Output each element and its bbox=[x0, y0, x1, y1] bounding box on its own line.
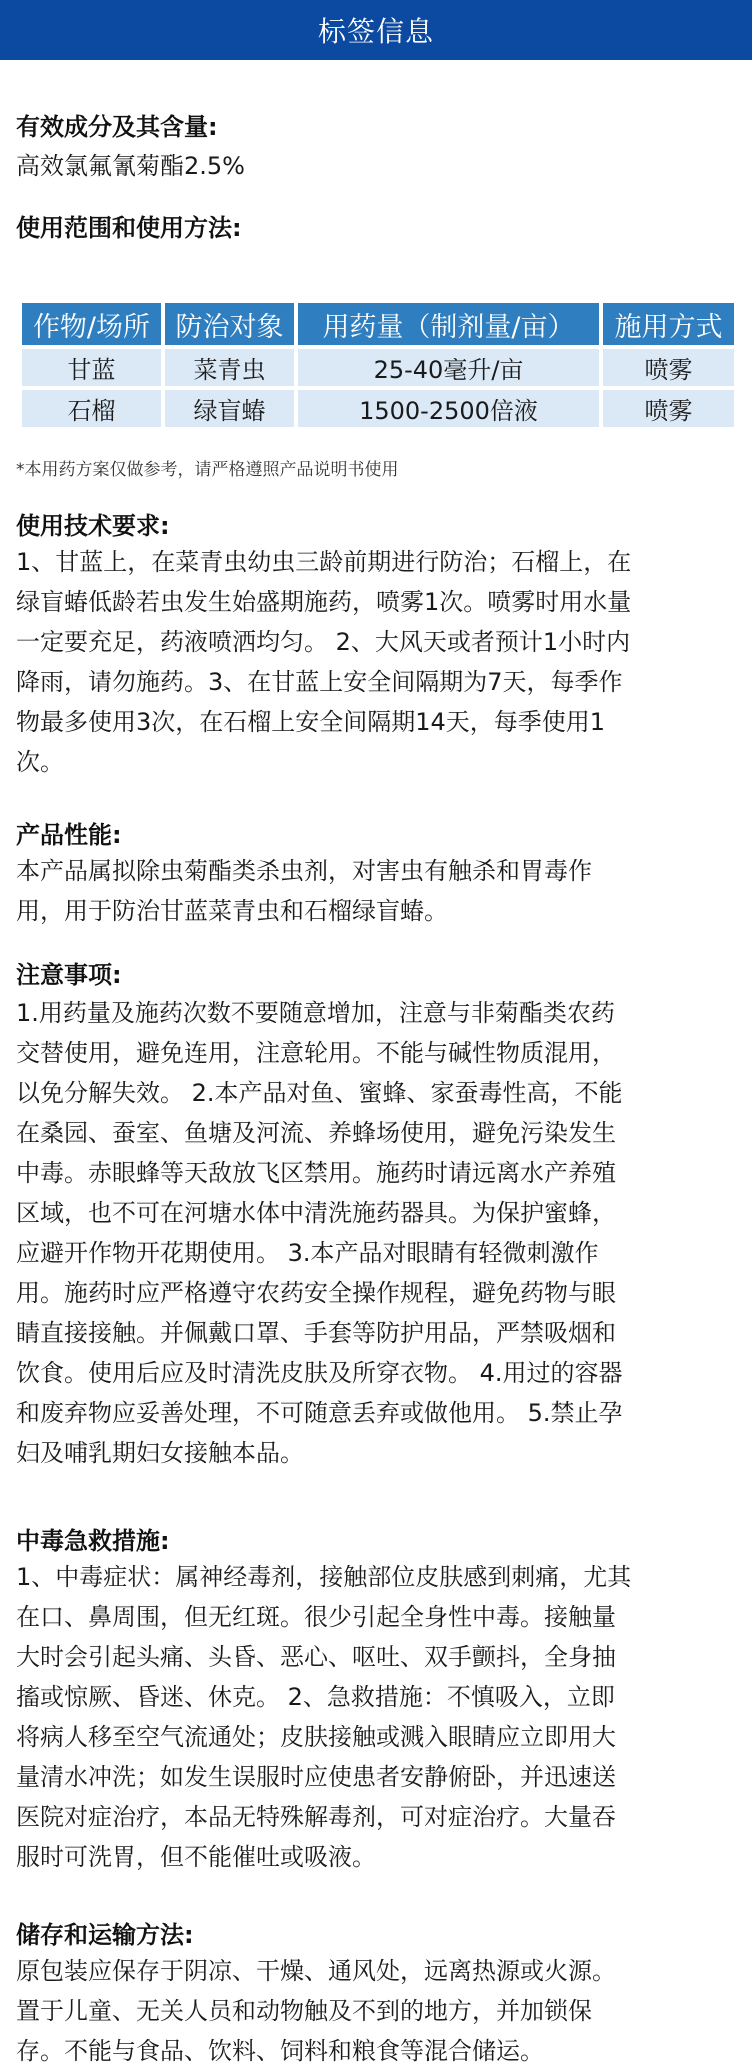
precautions-title: 注意事项: bbox=[16, 961, 122, 989]
table-cell: 喷雾 bbox=[603, 349, 734, 390]
firstaid-title: 中毒急救措施: bbox=[16, 1527, 170, 1555]
precautions-text: 1.用药量及施药次数不要随意增加，注意与非菊酯类农药 交替使用，避免连用，注意轮用。不能与碱性物质混用， 以免分解失效。 2.本产品对鱼、蜜蜂、家蚕毒性高，不能 在桑园、蚕室、鱼塘及河流、养蜂场使用，避免污染发生 中毒。赤眼蜂等天敌放飞区禁用。施药时请远离水产养殖 区域，也不可在河塘水体中清洗施药器具。为保护蜜蜂， 应避开作物开花期使用。 3.本产品对眼睛有轻微刺激作 用。施药时应严格遵守农药安全操作规程，避免药物与眼 睛直接接触。并佩戴口罩、手套等防护用品，严禁吸烟和 饮食。使用后应及时清洗皮肤及所穿衣物。 4.用过的容器 和废弃物应妥善处理，不可随意丢弃或做他用。 5.禁止孕 妇及哺乳期妇女接触本品。 bbox=[16, 999, 623, 1467]
table-row bbox=[22, 390, 734, 431]
table-header-cell: 防治对象 bbox=[165, 303, 294, 349]
performance-text: 本产品属拟除虫菊酯类杀虫剂，对害虫有触杀和胃毒作 用，用于防治甘蓝菜青虫和石榴绿盲蝽。 bbox=[16, 857, 592, 925]
table-cell: 绿盲蝽 bbox=[165, 390, 294, 431]
usage-title: 使用范围和使用方法: bbox=[16, 214, 242, 242]
firstaid-text: 1、中毒症状：属神经毒剂，接触部位皮肤感到刺痛，尤其 在口、鼻周围，但无红斑。很少引起全身性中毒。接触量 大时会引起头痛、头昏、恶心、呕吐、双手颤抖，全身抽 搐或惊厥、昏迷、休克。 2、急救措施：不慎吸入，立即 将病人移至空气流通处；皮肤接触或溅入眼睛应立即用大 量清水冲洗；如发生误服时应使患者安静俯卧，并迅速送 医院对症治疗，本品无特殊解毒剂，可对症治疗。大量吞 服时可洗胃，但不能催吐或吸液。 bbox=[16, 1563, 632, 1871]
storage-text: 原包装应保存于阴凉、干燥、通风处，远离热源或火源。 置于儿童、无关人员和动物触及不到的地方，并加锁保 存。不能与食品、饮料、饲料和粮食等混合储运。 bbox=[16, 1957, 616, 2065]
page-header bbox=[0, 0, 752, 60]
table-cell: 1500-2500倍液 bbox=[298, 390, 599, 431]
table-header-row bbox=[22, 303, 734, 349]
ingredients-title: 有效成分及其含量: bbox=[16, 113, 218, 141]
table-cell: 甘蓝 bbox=[22, 349, 161, 390]
table-header-cell: 施用方式 bbox=[603, 303, 734, 349]
storage-title: 储存和运输方法: bbox=[16, 1921, 194, 1949]
performance-title: 产品性能: bbox=[16, 821, 122, 849]
table-cell: 菜青虫 bbox=[165, 349, 294, 390]
technical-title: 使用技术要求: bbox=[16, 512, 170, 540]
ingredients-value: 高效氯氟氰菊酯2.5% bbox=[16, 152, 245, 180]
table-header-cell: 用药量（制剂量/亩） bbox=[298, 303, 599, 349]
usage-note: *本用药方案仅做参考，请严格遵照产品说明书使用 bbox=[16, 460, 399, 480]
table-row bbox=[22, 349, 734, 390]
technical-text: 1、甘蓝上，在菜青虫幼虫三龄前期进行防治；石榴上，在 绿盲蝽低龄若虫发生始盛期施药，喷雾1次。喷雾时用水量 一定要充足，药液喷洒均匀。 2、大风天或者预计1小时内 降雨，请勿施药。3、在甘蓝上安全间隔期为7天，每季作 物最多使用3次，在石榴上安全间隔期14天，每季使用1 次。 bbox=[16, 548, 632, 776]
page-title: 标签信息 bbox=[317, 15, 434, 48]
usage-table bbox=[18, 303, 738, 431]
table-cell: 喷雾 bbox=[603, 390, 734, 431]
table-cell: 25-40毫升/亩 bbox=[298, 349, 599, 390]
table-cell: 石榴 bbox=[22, 390, 161, 431]
table-header-cell: 作物/场所 bbox=[22, 303, 161, 349]
